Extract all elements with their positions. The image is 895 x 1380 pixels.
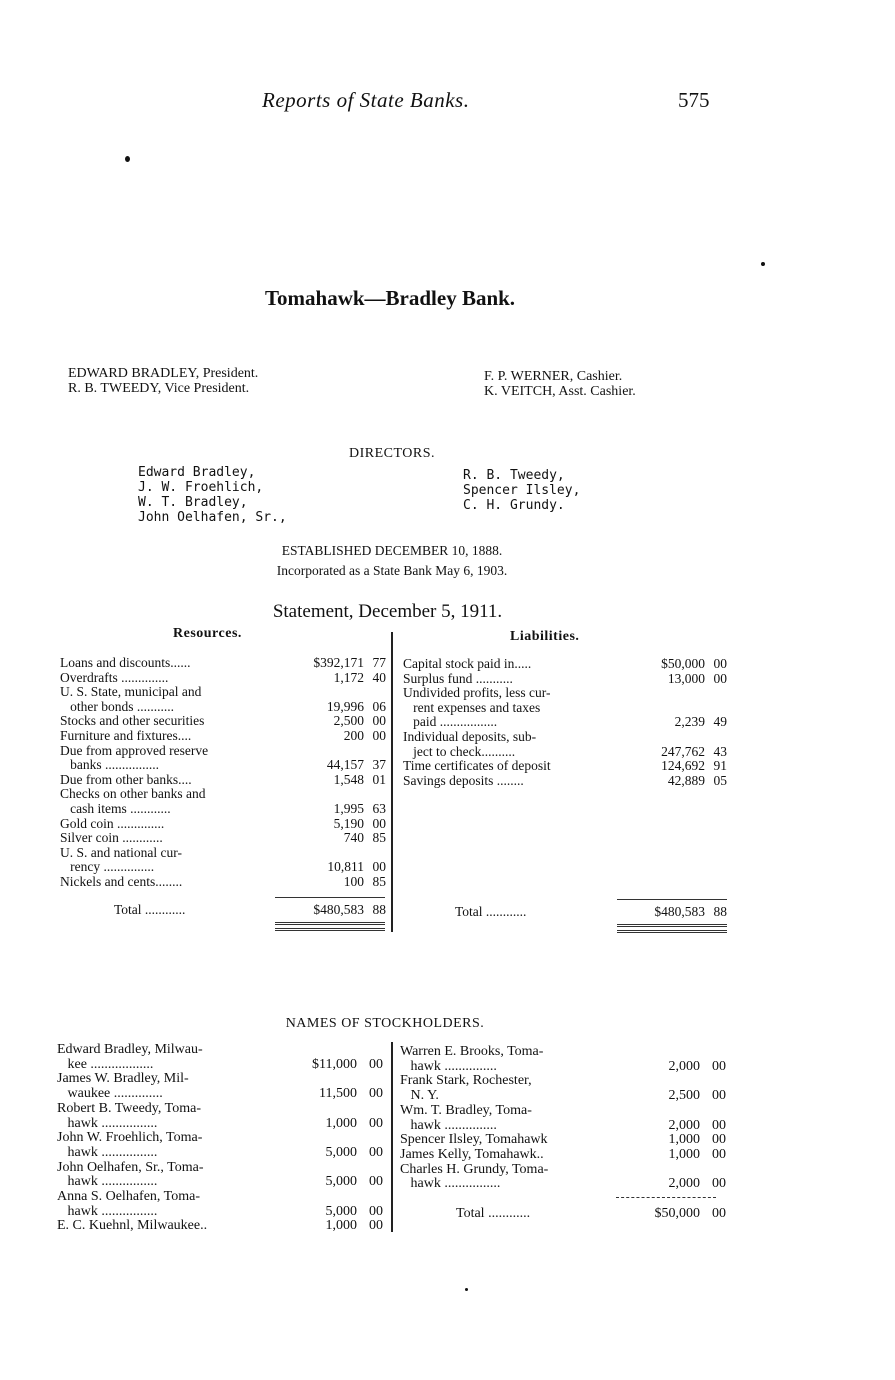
stockholder-row [57, 1146, 383, 1161]
liabilities-row-cents: 91 [713, 758, 727, 774]
resources-row-amount: 100 [343, 873, 364, 889]
stockholder-row-cents [357, 1043, 383, 1058]
stockholder-row-label: Wm. T. Bradley, Toma- [400, 1103, 532, 1118]
resources-row [60, 729, 386, 744]
resources-row [60, 714, 386, 729]
resources-row-amount: 1,548 [333, 771, 364, 787]
stockholder-row-amount: 1,000 [325, 1218, 357, 1234]
stockholder-row-amount: 5,000 [325, 1144, 357, 1160]
stockholders-total-label: Total ............ [456, 1207, 531, 1221]
stockholder-row-cents [357, 1161, 383, 1176]
liabilities-row [403, 745, 727, 760]
liabilities-total-rule [617, 899, 727, 900]
director-name: J. W. Froehlich, [138, 480, 264, 495]
incorporated-line: Incorporated as a State Bank May 6, 1903. [276, 563, 508, 578]
officer-asst-cashier: K. VEITCH, Asst. Cashier. [484, 384, 636, 399]
liabilities-row-label: paid ................. [403, 715, 498, 730]
resources-row-amount: 740 [343, 830, 364, 846]
stockholder-row [400, 1163, 726, 1178]
resources-row [60, 773, 386, 788]
resources-double-rule [275, 922, 385, 925]
resources-row-label: banks ................ [60, 758, 159, 773]
stockholder-row [400, 1119, 726, 1134]
stockholder-row-label: Spencer Ilsley, Tomahawk [400, 1133, 548, 1148]
liabilities-row [403, 730, 727, 745]
stockholder-row-label: John Oelhafen, Sr., Toma- [57, 1160, 204, 1175]
stockholder-row-cents: 00 [712, 1132, 726, 1148]
stockholder-row-amount: 1,000 [325, 1115, 357, 1131]
liabilities-row-label: Time certificates of deposit [403, 759, 551, 774]
officer-cashier: F. P. WERNER, Cashier. [484, 369, 623, 384]
liabilities-double-rule [617, 924, 727, 927]
resources-row-label: Checks on other banks and [60, 787, 206, 802]
stockholder-row-label: Robert B. Tweedy, Toma- [57, 1101, 201, 1116]
liabilities-row-label: Undivided profits, less cur- [403, 686, 551, 701]
resources-row [60, 860, 386, 875]
liabilities-row-cents [705, 730, 727, 745]
resources-total-label: Total ............ [114, 903, 186, 917]
officers-left [68, 366, 258, 396]
stockholder-row [57, 1072, 383, 1087]
stockholder-row-amount: 2,000 [668, 1176, 700, 1192]
resources-row-cents: 06 [372, 698, 386, 714]
resources-row-cents: 85 [372, 830, 386, 846]
stockholder-row-amount: 1,000 [668, 1146, 700, 1162]
resources-row [60, 700, 386, 715]
stockholders-total-row [400, 1207, 726, 1222]
stockholder-row-amount: 2,000 [668, 1117, 700, 1133]
resources-row-label: Overdrafts .............. [60, 670, 169, 685]
liabilities-row-cents: 00 [713, 670, 727, 686]
resources-total-rule [275, 897, 385, 898]
stockholder-row-cents: 00 [369, 1086, 383, 1102]
resources-row [60, 685, 386, 700]
resources-row-label: Silver coin ............ [60, 831, 163, 846]
liabilities-row-amount: 2,239 [674, 714, 705, 730]
liabilities-ledger [403, 657, 727, 788]
resources-row [60, 846, 386, 861]
stockholder-row-cents: 00 [369, 1174, 383, 1190]
print-speck [125, 156, 130, 162]
resources-row-cents: 01 [372, 771, 386, 787]
resources-row [60, 656, 386, 671]
stockholder-row-label: hawk ................ [57, 1175, 158, 1190]
directors-right [463, 468, 580, 513]
liabilities-row-label: Savings deposits ........ [403, 773, 524, 788]
stockholder-row [57, 1117, 383, 1132]
directors-heading: DIRECTORS. [348, 446, 436, 461]
stockholder-row-label: James Kelly, Tomahawk.. [400, 1147, 544, 1162]
stockholder-row [57, 1087, 383, 1102]
resources-row-label: Nickels and cents........ [60, 874, 183, 889]
resources-row-label: U. S. State, municipal and [60, 685, 202, 700]
liabilities-row-label: Surplus fund ........... [403, 671, 513, 686]
stockholders-total-rule [616, 1197, 716, 1198]
stockholders-right [400, 1045, 726, 1192]
stockholder-row [57, 1161, 383, 1176]
stockholder-row [57, 1219, 383, 1234]
stockholder-row-label: John W. Froehlich, Toma- [57, 1131, 203, 1146]
resources-row-cents: 77 [372, 655, 386, 670]
stockholder-row-label: James W. Bradley, Mil- [57, 1072, 189, 1087]
officers-right [484, 369, 636, 399]
stockholder-row-cents: 00 [369, 1115, 383, 1131]
resources-double-rule [275, 928, 385, 931]
resources-row-amount: 44,157 [326, 757, 364, 773]
resources-row-cents [364, 787, 386, 802]
resources-row-label: Gold coin .............. [60, 816, 165, 831]
resources-row-amount: 200 [343, 727, 364, 743]
stockholder-row [400, 1060, 726, 1075]
resources-row-label: Stocks and other securities [60, 714, 205, 729]
liabilities-row [403, 715, 727, 730]
liabilities-row-cents: 43 [713, 743, 727, 759]
resources-row-cents: 40 [372, 669, 386, 685]
stockholder-row [57, 1058, 383, 1073]
resources-row-cents: 63 [372, 800, 386, 816]
resources-row-label: Furniture and fixtures.... [60, 728, 192, 743]
stockholder-row-cents: 00 [369, 1144, 383, 1160]
stockholder-row-label: hawk ............... [400, 1118, 497, 1133]
stockholder-row [400, 1133, 726, 1148]
liabilities-heading: Liabilities. [510, 629, 580, 644]
page-number: 575 [678, 88, 710, 112]
stockholder-row-cents [700, 1104, 726, 1119]
liabilities-row-amount: 42,889 [667, 772, 705, 788]
stockholder-row-cents: 00 [712, 1176, 726, 1192]
stockholder-row-cents [700, 1074, 726, 1089]
stockholder-row [57, 1102, 383, 1117]
liabilities-row-amount: 247,762 [661, 743, 705, 759]
liabilities-row [403, 686, 727, 701]
stockholder-row-label: Anna S. Oelhafen, Toma- [57, 1190, 201, 1205]
resources-row-label: Due from approved reserve [60, 743, 209, 758]
stockholders-total-amount: $50,000 [654, 1206, 700, 1221]
liabilities-row-cents [705, 686, 727, 701]
officer-president: EDWARD BRADLEY, President. [68, 366, 259, 381]
director-name: John Oelhafen, Sr., [138, 510, 287, 525]
resources-row-cents: 00 [372, 713, 386, 729]
liabilities-row-cents [705, 701, 727, 716]
resources-row-cents: 85 [372, 873, 386, 889]
stockholder-row-amount: 5,000 [325, 1203, 357, 1219]
resources-total-amount: $480,583 [313, 902, 364, 917]
stockholder-row-cents [357, 1131, 383, 1146]
stockholder-row-amount: 5,000 [325, 1174, 357, 1190]
liabilities-row [403, 672, 727, 687]
stockholder-row-cents: 00 [369, 1056, 383, 1072]
stockholder-row [57, 1175, 383, 1190]
stockholder-row-label: hawk ................ [400, 1177, 501, 1192]
stockholder-row [400, 1045, 726, 1060]
stockholder-row-label: Warren E. Brooks, Toma- [400, 1045, 544, 1059]
resources-row-label: rency ............... [60, 860, 155, 875]
stockholder-row-label: Edward Bradley, Milwau- [57, 1043, 203, 1057]
stockholder-row-cents [357, 1072, 383, 1087]
resources-row [60, 831, 386, 846]
resources-total-cents: 88 [372, 902, 386, 917]
stockholder-row-label: hawk ............... [400, 1059, 497, 1074]
stockholder-row-label: hawk ................ [57, 1204, 158, 1219]
director-name: R. B. Tweedy, [463, 468, 565, 483]
stockholder-row-cents: 00 [712, 1058, 726, 1074]
print-speck [761, 262, 765, 266]
director-name: W. T. Bradley, [138, 495, 248, 510]
resources-row [60, 758, 386, 773]
liabilities-row-label: Capital stock paid in..... [403, 657, 532, 671]
stockholder-row-cents: 00 [712, 1146, 726, 1162]
liabilities-total-cents: 88 [713, 904, 727, 919]
liabilities-double-rule [617, 930, 727, 933]
statement-divider [391, 632, 393, 932]
officer-vice-president: R. B. TWEEDY, Vice President. [68, 381, 250, 396]
director-name: Edward Bradley, [138, 465, 256, 480]
resources-row-amount: 1,995 [333, 800, 364, 816]
liabilities-row-cents: 49 [713, 714, 727, 730]
liabilities-row [403, 657, 727, 672]
bank-name: Tomahawk—Bradley Bank. [264, 286, 516, 310]
resources-row [60, 787, 386, 802]
stockholder-row-amount: 1,000 [668, 1132, 700, 1148]
stockholder-row [400, 1104, 726, 1119]
liabilities-row-cents: 00 [713, 656, 727, 671]
stockholder-row-label: waukee .............. [57, 1087, 163, 1102]
resources-row-label: U. S. and national cur- [60, 845, 182, 860]
stockholder-row [57, 1205, 383, 1220]
resources-row-cents: 00 [372, 815, 386, 831]
liabilities-total-row [403, 905, 727, 920]
stockholders-heading: NAMES OF STOCKHOLDERS. [285, 1016, 485, 1031]
stockholder-row-label: kee .................. [57, 1057, 154, 1072]
liabilities-total-label: Total ............ [455, 905, 527, 919]
stockholder-row-cents: 00 [369, 1218, 383, 1234]
stockholder-row-cents [700, 1045, 726, 1060]
stockholder-row [400, 1148, 726, 1163]
resources-heading: Resources. [173, 626, 242, 641]
stockholder-row-amount: 2,500 [668, 1088, 700, 1104]
stockholder-row-label: Charles H. Grundy, Toma- [400, 1162, 549, 1177]
liabilities-row [403, 774, 727, 789]
liabilities-row-label: Individual deposits, sub- [403, 729, 537, 744]
liabilities-row-amount: 13,000 [667, 670, 705, 686]
stockholder-row-cents: 00 [712, 1117, 726, 1133]
print-speck [465, 1288, 468, 1291]
resources-row-label: cash items ............ [60, 801, 171, 816]
stockholder-row-amount: 2,000 [668, 1058, 700, 1074]
stockholders-divider [391, 1042, 393, 1232]
resources-row-cents [364, 744, 386, 759]
resources-row-cents [364, 685, 386, 700]
stockholder-row [57, 1190, 383, 1205]
stockholders-total-cents: 00 [712, 1206, 726, 1221]
running-title: Reports of State Banks. [262, 88, 470, 112]
resources-row-cents: 00 [372, 859, 386, 875]
resources-row [60, 875, 386, 890]
stockholder-row-cents: 00 [369, 1203, 383, 1219]
liabilities-total-amount: $480,583 [654, 904, 705, 919]
liabilities-row-label: ject to check.......... [403, 744, 516, 759]
directors-left [138, 465, 287, 525]
stockholder-row-amount: $11,000 [312, 1056, 357, 1072]
liabilities-row-cents: 05 [713, 772, 727, 788]
resources-ledger [60, 656, 386, 890]
resources-row [60, 744, 386, 759]
resources-row-label: Loans and discounts...... [60, 656, 191, 670]
resources-row-label: Due from other banks.... [60, 772, 192, 787]
liabilities-row-label: rent expenses and taxes [403, 700, 541, 715]
stockholder-row-label: N. Y. [400, 1089, 439, 1104]
resources-row-amount: 19,996 [326, 698, 364, 714]
statement-title: Statement, December 5, 1911. [272, 601, 503, 622]
stockholder-row [400, 1074, 726, 1089]
resources-total-row [60, 903, 386, 918]
stockholder-row-cents: 00 [712, 1088, 726, 1104]
liabilities-row-amount: 124,692 [661, 758, 705, 774]
stockholder-row-label: Frank Stark, Rochester, [400, 1074, 532, 1089]
liabilities-row [403, 759, 727, 774]
stockholders-left [57, 1043, 383, 1234]
director-name: C. H. Grundy. [463, 498, 565, 513]
resources-row-label: other bonds ........... [60, 699, 174, 714]
stockholder-row-label: hawk ................ [57, 1116, 158, 1131]
stockholder-row-cents [357, 1102, 383, 1117]
stockholder-row [57, 1131, 383, 1146]
stockholder-row [57, 1043, 383, 1058]
stockholder-row-amount: 11,500 [319, 1086, 357, 1102]
liabilities-row-amount: $50,000 [661, 656, 705, 671]
liabilities-row [403, 701, 727, 716]
stockholder-row [400, 1177, 726, 1192]
stockholder-row-label: E. C. Kuehnl, Milwaukee.. [57, 1219, 208, 1234]
director-name: Spencer Ilsley, [463, 483, 581, 498]
stockholder-row-cents [357, 1190, 383, 1205]
resources-row-cents: 37 [372, 757, 386, 773]
resources-row [60, 671, 386, 686]
resources-row-amount: 5,190 [333, 815, 364, 831]
resources-row-cents: 00 [372, 727, 386, 743]
stockholder-row-label: hawk ................ [57, 1145, 158, 1160]
resources-row [60, 802, 386, 817]
resources-row-amount: $392,171 [313, 655, 364, 670]
stockholder-row [400, 1089, 726, 1104]
established-line: ESTABLISHED DECEMBER 10, 1888. [281, 543, 503, 558]
resources-row [60, 817, 386, 832]
stockholder-row-cents [700, 1163, 726, 1178]
resources-row-amount: 2,500 [333, 713, 364, 729]
resources-row-cents [364, 846, 386, 861]
resources-row-amount: 1,172 [333, 669, 364, 685]
resources-row-amount: 10,811 [327, 859, 364, 875]
